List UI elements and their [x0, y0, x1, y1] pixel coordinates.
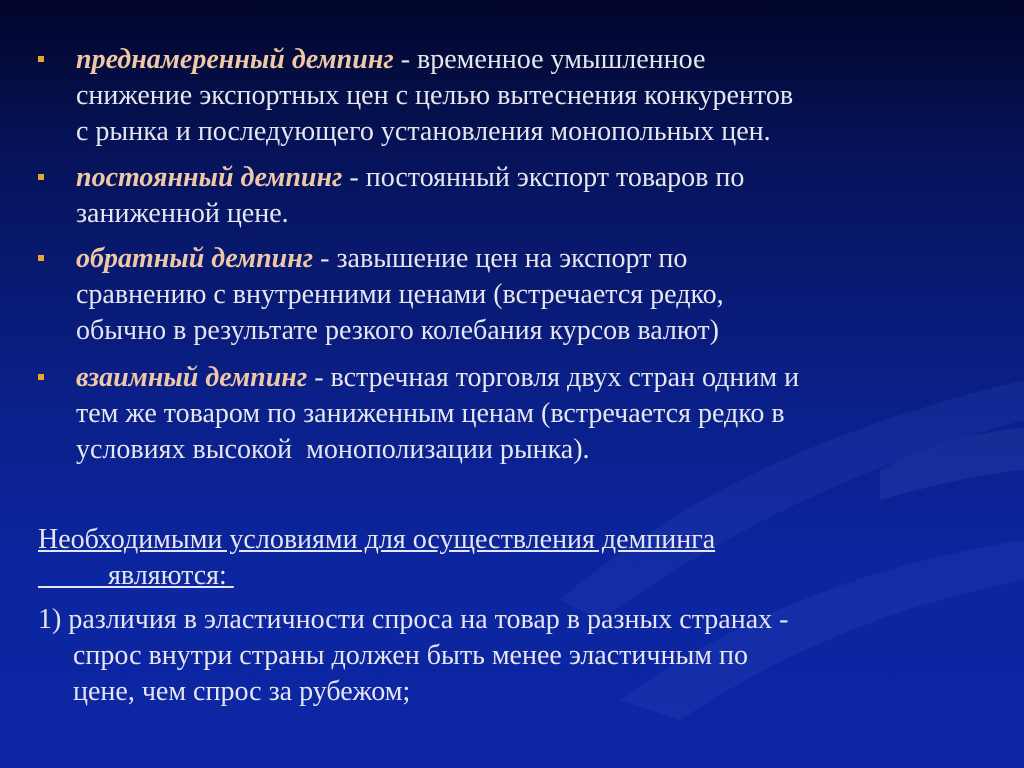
- bullet-marker: [38, 56, 44, 62]
- bullet-description: - временное умышленное: [393, 44, 706, 75]
- bullet-description-continued: заниженной цене.: [76, 198, 289, 229]
- bullet-text: [76, 241, 976, 349]
- bullet-term: постоянный демпинг: [76, 162, 343, 193]
- bullet-description-continued: снижение экспортных цен с целью вытеснения конкурентов с рынка и последующего установления монопольных цен.: [76, 80, 794, 147]
- bullet-text: [76, 42, 976, 150]
- condition-item-1: 1) различия в эластичности спроса на товар в разных странах - спрос внутри страны должен быть менее эластичным по цене, чем спрос за рубежом;: [38, 604, 789, 707]
- bullet-term: преднамеренный демпинг: [76, 44, 394, 75]
- bullet-marker: [38, 255, 44, 261]
- bullet-term: взаимный демпинг: [76, 362, 308, 393]
- bullet-description-continued: тем же товаром по заниженным ценам (встречается редко в условиях высокой монополизации рынка).: [76, 398, 785, 465]
- bullet-marker: [38, 174, 44, 180]
- bullet-text: [76, 360, 976, 468]
- bullet-text: [76, 160, 976, 232]
- conditions-heading: Необходимыми условиями для осуществления демпинга являются:: [38, 524, 716, 591]
- bullet-description-continued: сравнению с внутренними ценами (встречается редко, обычно в результате резкого колебания курсов валют): [76, 279, 724, 346]
- bullet-description: - встречная торговля двух стран одним и: [307, 362, 800, 393]
- bullet-term: обратный демпинг: [76, 243, 314, 274]
- bullet-description: - постоянный экспорт товаров по: [342, 162, 745, 193]
- bullet-marker: [38, 374, 44, 380]
- bullet-description: - завышение цен на экспорт по: [313, 243, 688, 274]
